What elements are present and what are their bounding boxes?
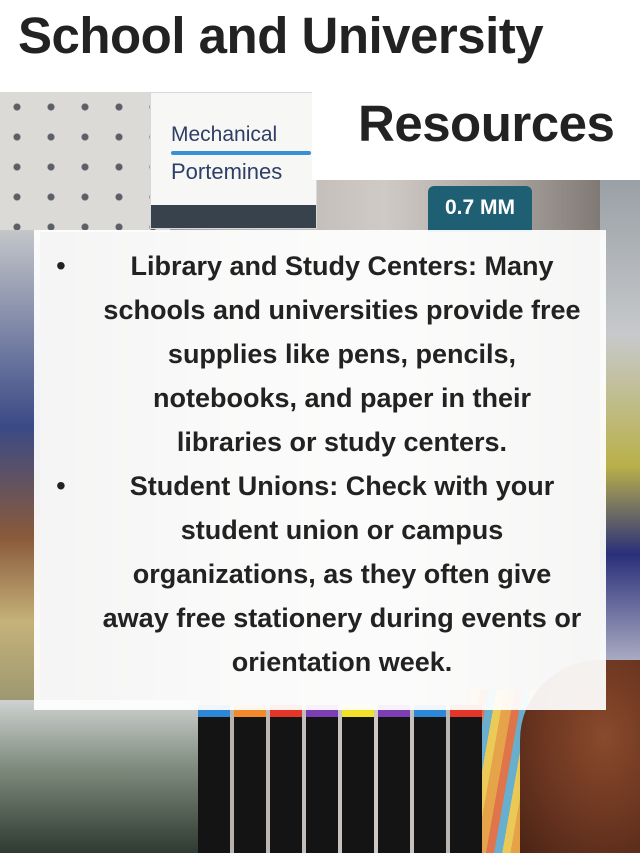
title-band-second [312,92,640,180]
bullet-item-student-unions [34,464,606,684]
page-title-line1: School and University [18,7,544,64]
pencil [378,705,410,853]
lead-size-label: 0.7 MM [444,196,515,219]
pegboard-shelf [0,92,170,232]
page-title-line2: Resources [358,95,615,152]
pencil-package [150,92,317,229]
title-band [0,0,640,92]
blurred-store-shelf-right [600,180,640,700]
package-label-line1: Mechanical [171,123,278,146]
bullet-text: Student Unions: Check with your student union or campus organizations, as they often give away free stationery during events or orientation week. [102,471,582,677]
bullet-icon: • [56,250,66,281]
pencil [450,705,482,853]
package-pencil-tops [151,205,316,228]
pencil [270,705,302,853]
bullet-icon: • [56,470,66,501]
pencil [198,705,230,853]
info-card [34,230,606,710]
pencil [414,705,446,853]
pencil [342,705,374,853]
lead-size-badge [428,186,532,232]
package-label-line2: Portemines [171,159,283,184]
package-underline [171,151,311,155]
pencil [234,705,266,853]
blurred-floor [0,700,200,853]
bullet-item-library [34,244,606,464]
bullet-text: Library and Study Centers: Many schools and universities provide free supplies like pens, pencils, notebooks, and paper in their libraries or study centers. [103,251,581,457]
mechanical-pencils [190,705,490,853]
bullet-list [34,244,606,684]
pencil [306,705,338,853]
